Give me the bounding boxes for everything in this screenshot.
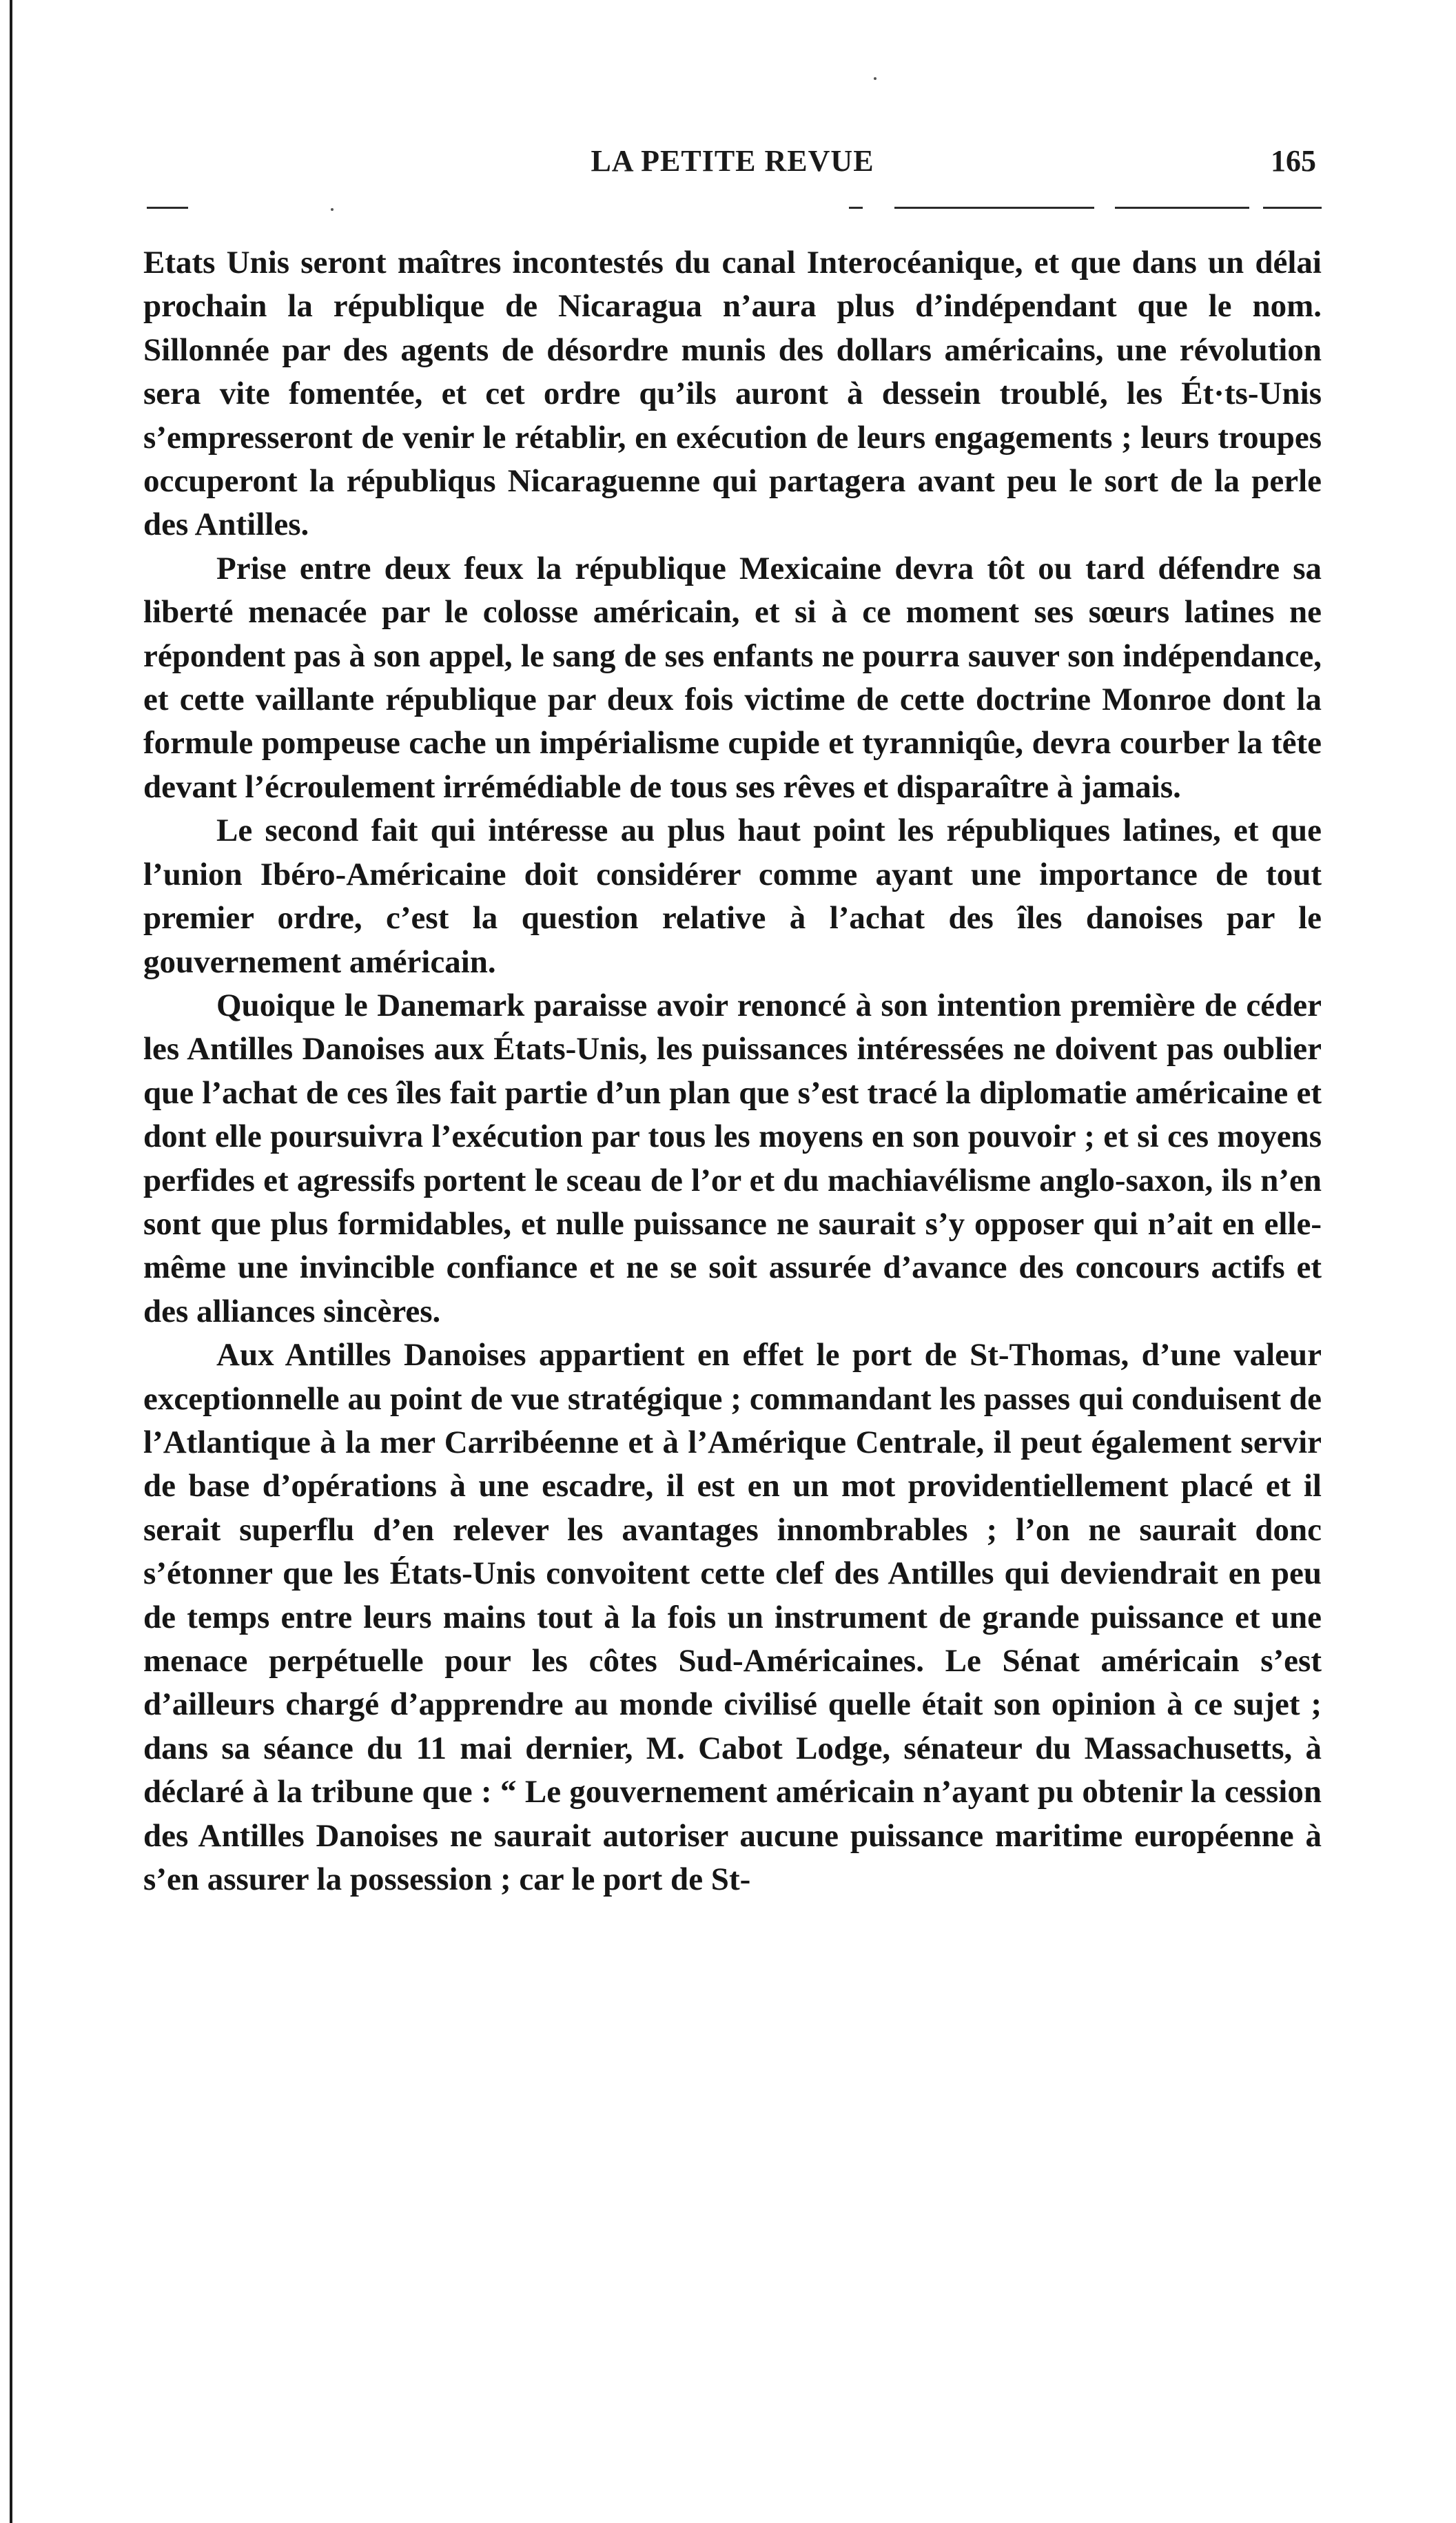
paragraph-continued: Etats Unis seront maîtres incontestés du canal Interocéanique, et que dans un délai prochain la république de Nicaragua n’aura plus d’indépendant que le nom. Sillonnée par des agents de désordre munis des dollars américains, une révolution sera vite fomentée, et cet ordre qu’ils auront à dessein troublé, les Ét·ts-Unis s’empresseront de venir le rétablir, en exécution de leurs engagements ; leurs troupes occuperont la républiqus Nicaraguenne qui partagera avant peu le sort de la perle des Antilles. <box>143 245 1322 543</box>
paragraph: Le second fait qui intéresse au plus haut point les républiques latines, et que l’union Ibéro-Américaine doit considérer comme ayant une importance de tout premier ordre, c’est la question relative à l’achat des îles danoises par le gouvernement américain. <box>143 813 1322 980</box>
paragraph: Quoique le Danemark paraisse avoir renoncé à son intention première de céder les Antilles Danoises aux États-Unis, les puissances intéressées ne doivent pas oublier que l’achat de ces îles fait partie d’un plan que s’est tracé la diplomatie américaine et dont elle poursuivra l’exécution par tous les moyens en son pouvoir ; et si ces moyens perfides et agressifs portent le sceau de l’or et du machiavélisme anglo-saxon, ils n’en sont que plus formidables, et nulle puissance ne saurait s’y opposer qui n’ait en elle-même une invincible confiance et ne se soit assurée d’avance des concours actifs et des alliances sincères. <box>143 987 1322 1329</box>
running-head <box>143 143 1322 185</box>
page-edge-rule <box>10 0 12 2523</box>
running-title: LA PETITE REVUE <box>591 144 874 178</box>
page-number: 165 <box>1271 144 1316 178</box>
paragraph: Prise entre deux feux la république Mexicaine devra tôt ou tard défendre sa liberté menacée par le colosse américain, et si à ce moment ses sœurs latines ne répondent pas à son appel, le sang de ses enfants ne pourra sauver son indépendance, et cette vaillante république par deux fois victime de cette doctrine Monroe dont la formule pompeuse cache un impérialisme cupide et tyranniqûe, devra courber la tête devant l’écroulement irrémédiable de tous ses rêves et disparaître à jamais. <box>143 550 1322 805</box>
paragraph: Aux Antilles Danoises appartient en effet le port de St-Thomas, d’une valeur exceptionnelle au point de vue stratégique ; commandant les passes qui conduisent de l’Atlantique à la mer Carribéenne et à l’Amérique Centrale, il peut également servir de base d’opérations à une escadre, il est en un mot providentiellement placé et il serait superflu d’en relever les avantages innombrables ; l’on ne saurait donc s’étonner que les États-Unis convoitent cette clef des Antilles qui deviendrait en peu de temps entre leurs mains tout à la fois un instrument de grande puissance et une menace perpétuelle pour les côtes Sud-Américaines. Le Sénat américain s’est d’ailleurs chargé d’apprendre au monde civilisé quelle était son opinion à ce sujet ; dans sa séance du 11 mai dernier, M. Cabot Lodge, sénateur du Massachusetts, à déclaré à la tribune que : “ Le gouvernement américain n’ayant pu obtenir la cession des Antilles Danoises ne saurait autoriser aucune puissance maritime européenne à s’en assurer la possession ; car le port de St- <box>143 1337 1322 1898</box>
body-text <box>143 241 1322 1901</box>
header-rule <box>143 207 1322 211</box>
print-speck <box>874 77 876 80</box>
